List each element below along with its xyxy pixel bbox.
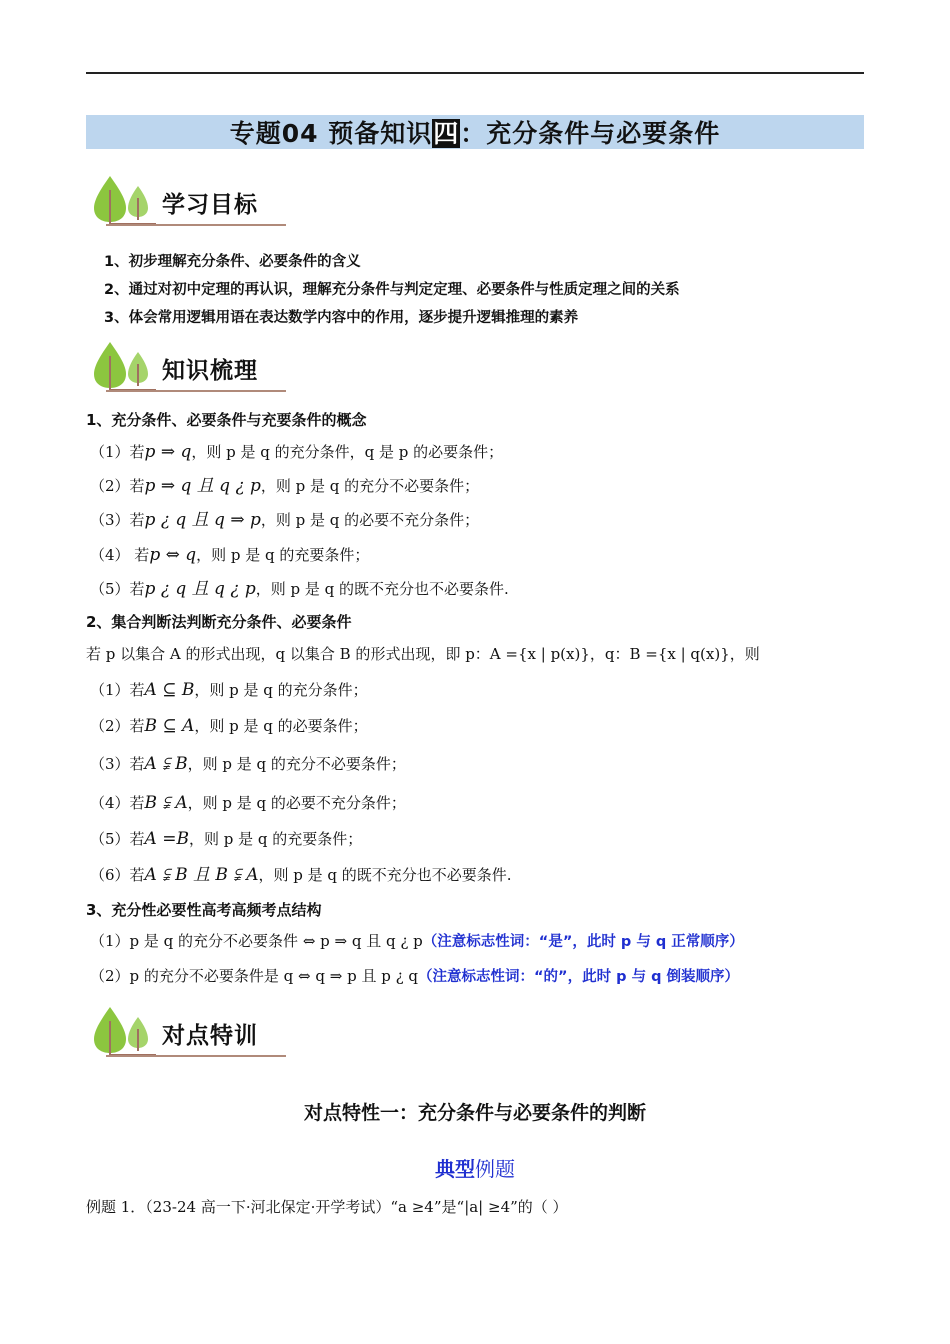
list-item: （2）若p ⇒ q 且 q ¿ p，则 p 是 q 的充分不必要条件； [90, 476, 480, 496]
section-label: 对点特训 [162, 1023, 258, 1049]
subsection-title: 1、充分条件、必要条件与充要条件的概念 [86, 411, 367, 429]
underline [106, 390, 286, 392]
subsection-title: 2、集合判断法判断充分条件、必要条件 [86, 613, 352, 631]
list-item: （1）若p ⇒ q，则 p 是 q 的充分条件，q 是 p 的必要条件； [90, 442, 504, 462]
list-item: （4） 若p ⇔ q，则 p 是 q 的充要条件； [90, 545, 370, 565]
section-heading-knowledge [90, 338, 290, 394]
list-item: （6）若A ⫋ B 且 B ⫋ A，则 p 是 q 的既不充分也不必要条件. [90, 865, 512, 885]
section-heading-practice [90, 1003, 290, 1059]
typical-examples-heading: 典型例题 [435, 1157, 515, 1181]
list-item: （3）若p ¿ q 且 q ⇒ p，则 p 是 q 的必要不充分条件； [90, 510, 480, 530]
tree-icon [90, 338, 156, 394]
goal-item: 1、初步理解充分条件、必要条件的含义 [104, 254, 361, 270]
note: （注意标志性词：“是”，此时 p 与 q 正常顺序） [422, 934, 744, 950]
section-heading-goals [90, 172, 290, 228]
paragraph: 若 p 以集合 A 的形式出现，q 以集合 B 的形式出现，即 p：A ={x | p(x)}，q：B ={x | q(x)}，则 [86, 645, 760, 663]
list-item: （1）p 是 q 的充分不必要条件 ⇔ p ⇒ q 且 q ¿ p（注意标志性词：“是”，此时 p 与 q 正常顺序） [90, 932, 744, 950]
list-item: （5）若A =B，则 p 是 q 的充要条件； [90, 829, 363, 849]
note: （注意标志性词：“的”，此时 p 与 q 倒装顺序） [418, 969, 740, 985]
page-title-bar [86, 115, 864, 149]
underline [106, 224, 286, 226]
list-item: （2）p 的充分不必要条件是 q ⇔ q ⇒ p 且 p ¿ q（注意标志性词：“的”，此时 p 与 q 倒装顺序） [90, 967, 740, 985]
page-title: 专题04 预备知识四：充分条件与必要条件 [229, 119, 721, 148]
header-rule [86, 72, 864, 74]
subsection-title: 3、充分性必要性高考高频考点结构 [86, 901, 322, 919]
list-item: （5）若p ¿ q 且 q ¿ p，则 p 是 q 的既不充分也不必要条件. [90, 579, 509, 599]
tree-icon [90, 172, 156, 228]
list-item: （3）若A ⫋ B，则 p 是 q 的充分不必要条件； [90, 754, 406, 774]
section-label: 学习目标 [162, 192, 258, 218]
goal-item: 2、通过对初中定理的再认识，理解充分条件与判定定理、必要条件与性质定理之间的关系 [104, 282, 680, 298]
list-item: （4）若B ⫋ A，则 p 是 q 的必要不充分条件； [90, 793, 406, 813]
list-item: （2）若B ⊆ A，则 p 是 q 的必要条件； [90, 716, 368, 736]
list-item: （1）若A ⊆ B，则 p 是 q 的充分条件； [90, 680, 368, 700]
topic-title: 对点特性一：充分条件与必要条件的判断 [303, 1102, 646, 1124]
goal-item: 3、体会常用逻辑用语在表达数学内容中的作用，逐步提升逻辑推理的素养 [104, 310, 579, 326]
section-label: 知识梳理 [162, 358, 258, 384]
tree-icon [90, 1003, 156, 1059]
underline [106, 1055, 286, 1057]
example-question: 例题 1．（23-24 高一下·河北保定·开学考试）“a ≥4”是“|a| ≥4”的（ ） [86, 1198, 568, 1216]
